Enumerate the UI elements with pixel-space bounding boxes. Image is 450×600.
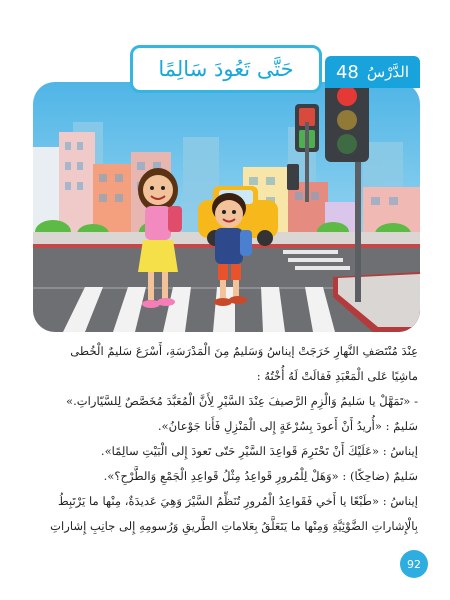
text-line: سَليمٌ (ضاحِكًا) : «وَهَلْ لِلْمُرورِ قَواعِدُ مِثْلُ قَواعِدِ الْجَمْعِ وَالطَّرْحِ؟». [103, 469, 418, 483]
lesson-tab [325, 56, 420, 88]
text-line: إيناسُ : «عَلَيْكَ أَنْ تَحْتَرِمَ قَواعِدَ السَّيْرِ حَتّى تَعودَ إِلى الْبَيْتِ سالِمًا». [100, 444, 418, 458]
story-text [30, 339, 418, 539]
street-illustration [33, 82, 420, 332]
text-line: سَليمٌ : «أُريدُ أَنْ أَعودَ بِسُرْعَةٍ إِلى الْمَنْزِلِ فَأَنا جَوْعانُ». [157, 419, 418, 433]
lesson-title: حَتَّى تَعُودَ سَالِمًا [158, 57, 294, 81]
lesson-label: الدَّرْسُ [366, 63, 410, 81]
lesson-number: 48 [335, 61, 359, 83]
text-line: ماشِيًا عَلى الْمَعْبَدِ فَقالَتْ لَهُ أُخْتُهُ : [256, 369, 418, 383]
text-line: بِالْإِشاراتِ الضَّوْئِيَّةِ وَمِنْها ما يَتَعَلَّقُ بِعَلاماتِ الطَّريقِ وَرُسومِهِ إِلى جانِبِ إِشاراتِ [50, 519, 418, 533]
text-line: - «تَمَهَّلْ يا سَليمُ وَالْزِمِ الرَّصيفَ عِنْدَ السَّيْرِ لِأَنَّ الْمُعَبَّدَ مُخَصَّصٌ لِلسَّيّاراتِ.» [65, 394, 418, 408]
text-line: عِنْدَ مُنْتَصَفِ النَّهارِ خَرَجَتْ إيناسُ وَسَليمٌ مِنَ الْمَدْرَسَةِ، أَسْرَعَ سَليمٌ الْخُطى [70, 344, 418, 358]
page-number-badge: 92 [400, 550, 428, 578]
text-line: إيناسُ : «طَبْعًا يا أَخي فَقَواعِدُ الْمُرورِ تُنَظِّمُ السَّيْرَ وَهِيَ عَديدَةٌ، مِنْها ما يَرْتَبِطُ [57, 494, 418, 508]
lesson-title-box [130, 45, 322, 93]
